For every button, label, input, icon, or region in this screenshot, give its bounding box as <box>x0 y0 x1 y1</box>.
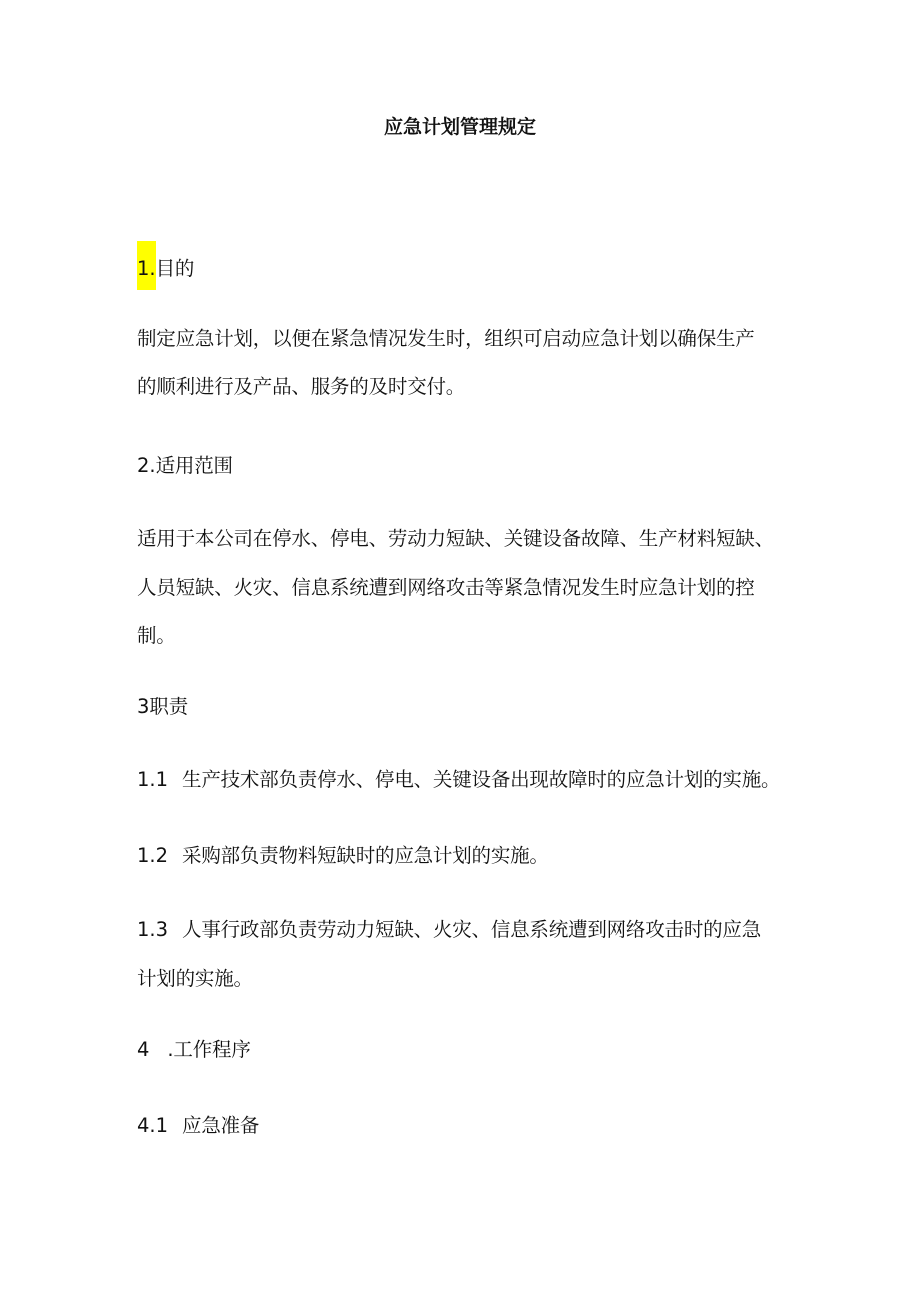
list-item-text: 生产技术部负责停水、停电、关键设备出现故障时的应急计划的实施。 <box>182 768 781 791</box>
section-number: 2. <box>137 454 156 477</box>
section-heading-text: 目的 <box>155 257 195 280</box>
document-title: 应急计划管理规定 <box>383 116 536 138</box>
paragraph-line: 人员短缺、火灾、信息系统遭到网络攻击等紧急情况发生时应急计划的控 <box>137 576 755 599</box>
paragraph-line: 的顺利进行及产品、服务的及时交付。 <box>137 375 466 398</box>
paragraph-line: 适用于本公司在停水、停电、劳动力短缺、关键设备故障、生产材料短缺、 <box>137 527 774 550</box>
list-item-number: 1.3 <box>137 918 169 941</box>
list-item-number: 4.1 <box>137 1114 169 1137</box>
list-item-text: 应急准备 <box>182 1114 260 1137</box>
section-number-highlighted: 1. <box>137 241 156 290</box>
section-heading-procedure <box>137 1036 251 1064</box>
section-number: 4 <box>137 1038 150 1061</box>
section-number: 3 <box>137 695 150 718</box>
list-item <box>137 916 761 944</box>
list-item <box>137 842 549 870</box>
section-heading-scope <box>137 452 233 480</box>
list-item <box>137 766 780 794</box>
section-heading-text: 工作程序 <box>173 1038 251 1061</box>
list-item-text: 人事行政部负责劳动力短缺、火灾、信息系统遭到网络攻击时的应急 <box>182 918 762 941</box>
list-item-text: 采购部负责物料短缺时的应急计划的实施。 <box>182 844 549 867</box>
section-heading-purpose <box>137 255 194 290</box>
paragraph-line: 制定应急计划，以便在紧急情况发生时，组织可启动应急计划以确保生产 <box>137 327 755 350</box>
section-heading-text: 适用范围 <box>155 454 233 477</box>
section-heading-text: 职责 <box>149 695 189 718</box>
list-item <box>137 1112 259 1140</box>
paragraph-line: 制。 <box>137 624 176 647</box>
section-separator: . <box>167 1038 174 1061</box>
section-heading-responsibilities <box>137 693 188 721</box>
list-item-continuation: 计划的实施。 <box>137 967 253 990</box>
list-item-number: 1.2 <box>137 844 169 867</box>
list-item-number: 1.1 <box>137 768 169 791</box>
